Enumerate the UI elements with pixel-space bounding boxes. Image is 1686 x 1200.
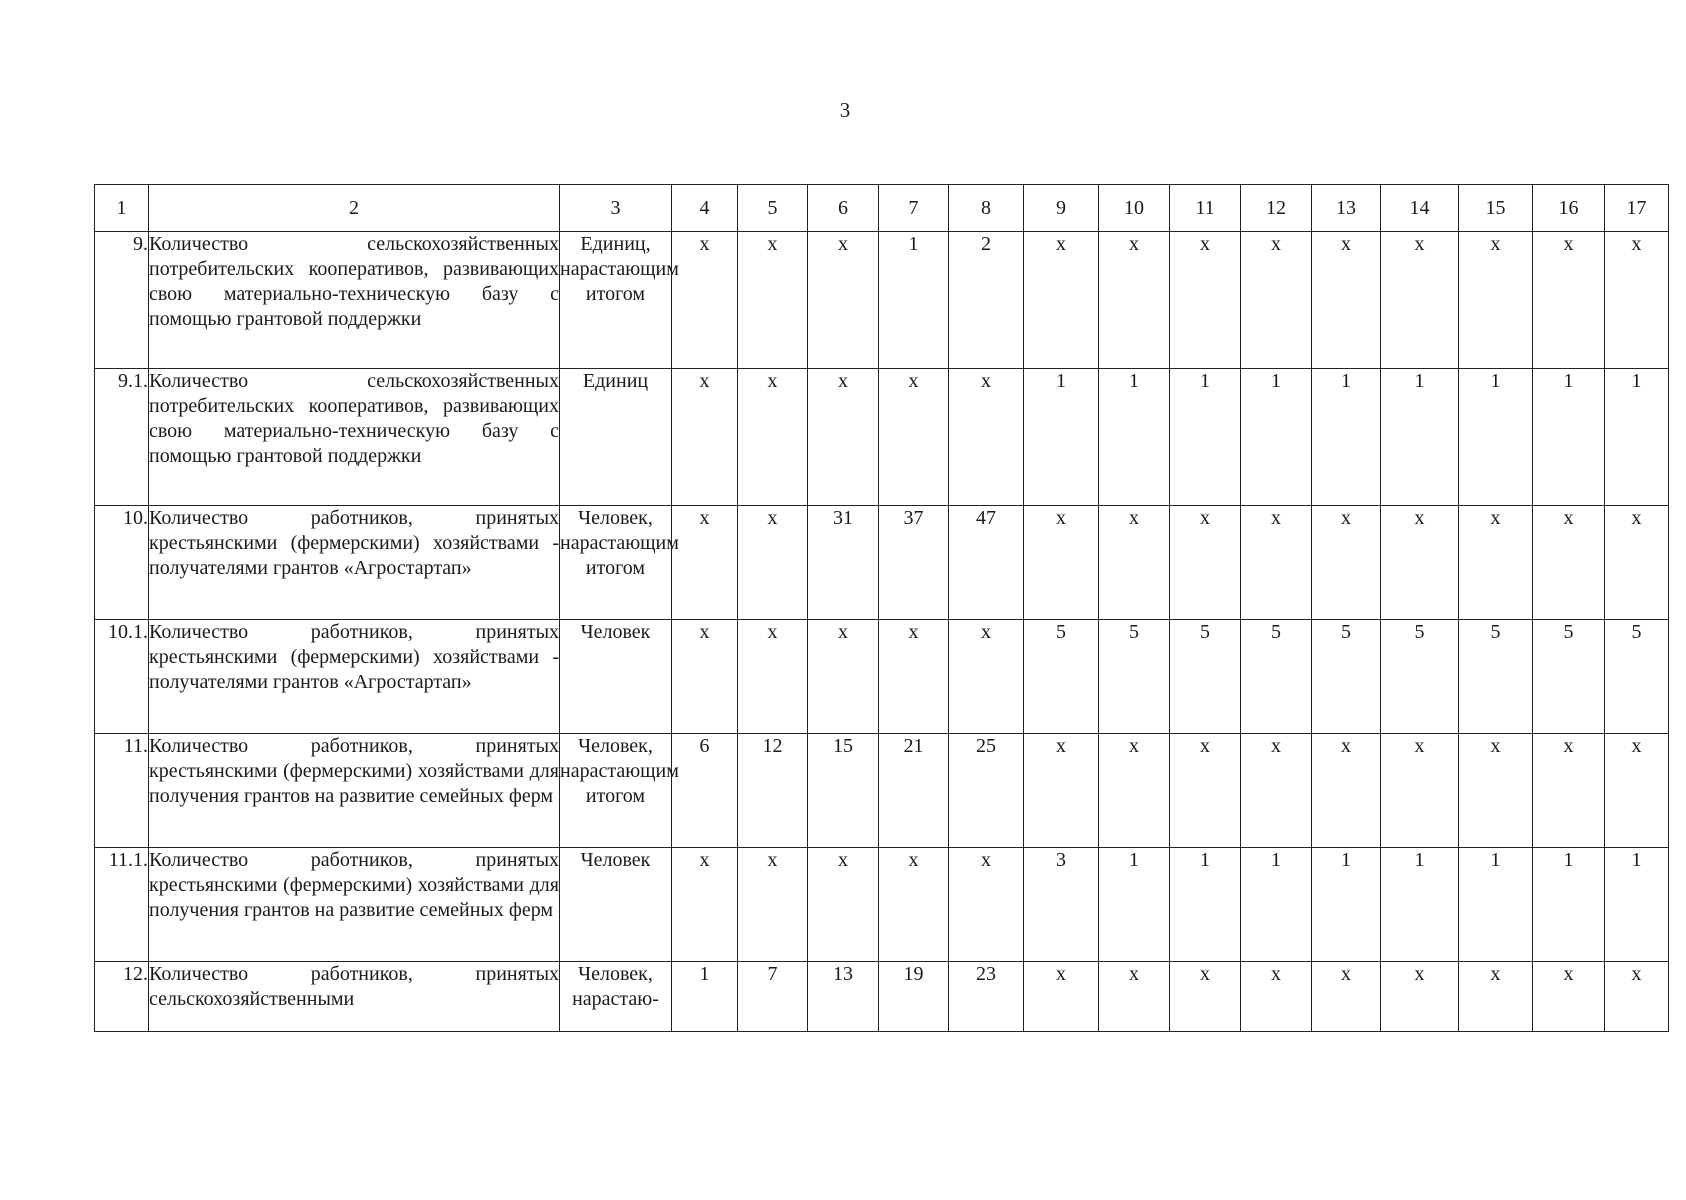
column-header: 15 xyxy=(1459,185,1533,232)
column-header: 8 xyxy=(949,185,1024,232)
unit-of-measure: Человек, нарастающим итогом xyxy=(560,506,672,620)
table-row xyxy=(95,506,1669,620)
value-cell: х xyxy=(808,369,879,506)
value-cell: х xyxy=(1312,232,1381,369)
value-cell: х xyxy=(672,232,738,369)
row-number: 9. xyxy=(95,232,149,369)
value-cell: х xyxy=(1241,506,1312,620)
value-cell: 6 xyxy=(672,734,738,848)
value-cell: 1 xyxy=(1381,369,1459,506)
value-cell: х xyxy=(1605,962,1669,1032)
column-header: 10 xyxy=(1099,185,1170,232)
value-cell: 1 xyxy=(1241,848,1312,962)
value-cell: х xyxy=(1459,232,1533,369)
value-cell: 1 xyxy=(672,962,738,1032)
value-cell: х xyxy=(672,506,738,620)
value-cell: 7 xyxy=(738,962,808,1032)
value-cell: 5 xyxy=(1241,620,1312,734)
value-cell: 12 xyxy=(738,734,808,848)
value-cell: х xyxy=(1099,232,1170,369)
value-cell: х xyxy=(1170,506,1241,620)
value-cell: х xyxy=(1459,962,1533,1032)
table-row xyxy=(95,369,1669,506)
value-cell: х xyxy=(1024,734,1099,848)
value-cell: 1 xyxy=(1024,369,1099,506)
column-header: 5 xyxy=(738,185,808,232)
value-cell: х xyxy=(1459,506,1533,620)
value-cell: 5 xyxy=(1459,620,1533,734)
column-header: 17 xyxy=(1605,185,1669,232)
indicator-name xyxy=(149,232,560,369)
value-cell: х xyxy=(1381,506,1459,620)
value-cell: х xyxy=(1024,232,1099,369)
column-header: 12 xyxy=(1241,185,1312,232)
row-number: 11.1. xyxy=(95,848,149,962)
value-cell: 2 xyxy=(949,232,1024,369)
unit-of-measure: Человек, нарастающим итогом xyxy=(560,734,672,848)
value-cell: х xyxy=(738,506,808,620)
value-cell: 3 xyxy=(1024,848,1099,962)
column-header: 13 xyxy=(1312,185,1381,232)
value-cell: 1 xyxy=(1605,848,1669,962)
column-header: 16 xyxy=(1533,185,1605,232)
value-cell: х xyxy=(1381,232,1459,369)
indicator-name-text: Количество работников, принятых крестьянскими (фермерскими) хозяйствами для получения грантов на развитие семейных ферм xyxy=(149,735,559,807)
value-cell: х xyxy=(1459,734,1533,848)
indicator-name-text: Количество работников, принятых крестьянскими (фермерскими) хозяйствами - получателями грантов «Агростартап» xyxy=(149,507,559,579)
unit-of-measure: Человек xyxy=(560,848,672,962)
column-header: 1 xyxy=(95,185,149,232)
value-cell: 23 xyxy=(949,962,1024,1032)
value-cell: х xyxy=(672,369,738,506)
value-cell: 5 xyxy=(1533,620,1605,734)
unit-of-measure: Человек, нарастаю- xyxy=(560,962,672,1032)
value-cell: 1 xyxy=(1099,848,1170,962)
value-cell: 1 xyxy=(879,232,949,369)
indicator-name xyxy=(149,369,560,506)
value-cell: х xyxy=(1170,734,1241,848)
value-cell: х xyxy=(1533,734,1605,848)
value-cell: х xyxy=(1533,962,1605,1032)
indicator-name-text: Количество работников, принятых сельскохозяйственными xyxy=(149,963,559,1010)
value-cell: х xyxy=(1605,506,1669,620)
value-cell: 21 xyxy=(879,734,949,848)
value-cell: х xyxy=(738,848,808,962)
value-cell: х xyxy=(1241,232,1312,369)
value-cell: х xyxy=(672,848,738,962)
value-cell: х xyxy=(1381,962,1459,1032)
row-number: 11. xyxy=(95,734,149,848)
value-cell: х xyxy=(1312,962,1381,1032)
row-number: 10.1. xyxy=(95,620,149,734)
unit-of-measure: Человек xyxy=(560,620,672,734)
value-cell: 15 xyxy=(808,734,879,848)
value-cell: х xyxy=(1024,506,1099,620)
indicator-name xyxy=(149,734,560,848)
value-cell: х xyxy=(1312,734,1381,848)
value-cell: х xyxy=(1605,734,1669,848)
value-cell: х xyxy=(1099,506,1170,620)
value-cell: х xyxy=(1024,962,1099,1032)
value-cell: х xyxy=(1170,962,1241,1032)
value-cell: х xyxy=(949,369,1024,506)
value-cell: 1 xyxy=(1312,369,1381,506)
column-header: 7 xyxy=(879,185,949,232)
column-header: 2 xyxy=(149,185,560,232)
value-cell: 5 xyxy=(1605,620,1669,734)
column-header: 9 xyxy=(1024,185,1099,232)
value-cell: х xyxy=(879,848,949,962)
value-cell: 1 xyxy=(1459,848,1533,962)
value-cell: х xyxy=(879,620,949,734)
table-header-row xyxy=(95,185,1669,232)
row-number: 10. xyxy=(95,506,149,620)
value-cell: 1 xyxy=(1459,369,1533,506)
value-cell: 19 xyxy=(879,962,949,1032)
indicator-name-text: Количество работников, принятых крестьянскими (фермерскими) хозяйствами для получения грантов на развитие семейных ферм xyxy=(149,849,559,921)
value-cell: х xyxy=(1099,962,1170,1032)
table-row xyxy=(95,962,1669,1032)
value-cell: 5 xyxy=(1312,620,1381,734)
value-cell: 13 xyxy=(808,962,879,1032)
unit-of-measure: Единиц xyxy=(560,369,672,506)
value-cell: х xyxy=(1170,232,1241,369)
value-cell: х xyxy=(738,620,808,734)
value-cell: х xyxy=(949,848,1024,962)
indicator-name-text: Количество работников, принятых крестьянскими (фермерскими) хозяйствами - получателями грантов «Агростартап» xyxy=(149,621,559,693)
value-cell: х xyxy=(1241,734,1312,848)
table-row xyxy=(95,232,1669,369)
column-header: 11 xyxy=(1170,185,1241,232)
row-number: 12. xyxy=(95,962,149,1032)
indicator-name-text: Количество сельскохозяйственных потребительских кооперативов, развивающих свою материально-техническую базу с помощью грантовой поддержки xyxy=(149,233,559,330)
value-cell: 1 xyxy=(1170,369,1241,506)
value-cell: х xyxy=(738,369,808,506)
value-cell: х xyxy=(1381,734,1459,848)
value-cell: х xyxy=(738,232,808,369)
value-cell: 1 xyxy=(1312,848,1381,962)
value-cell: х xyxy=(808,848,879,962)
table-row xyxy=(95,734,1669,848)
value-cell: 25 xyxy=(949,734,1024,848)
value-cell: х xyxy=(949,620,1024,734)
indicator-name xyxy=(149,962,560,1032)
indicator-name xyxy=(149,848,560,962)
indicator-name-text: Количество сельскохозяйственных потребительских кооперативов, развивающих свою материально-техническую базу с помощью грантовой поддержки xyxy=(149,370,559,467)
value-cell: 1 xyxy=(1170,848,1241,962)
value-cell: 47 xyxy=(949,506,1024,620)
value-cell: 5 xyxy=(1099,620,1170,734)
indicator-name xyxy=(149,506,560,620)
column-header: 14 xyxy=(1381,185,1459,232)
value-cell: 1 xyxy=(1099,369,1170,506)
value-cell: х xyxy=(672,620,738,734)
value-cell: 31 xyxy=(808,506,879,620)
row-number: 9.1. xyxy=(95,369,149,506)
value-cell: х xyxy=(1241,962,1312,1032)
value-cell: х xyxy=(1312,506,1381,620)
table-row xyxy=(95,620,1669,734)
column-header: 3 xyxy=(560,185,672,232)
value-cell: 5 xyxy=(1170,620,1241,734)
page-number: 3 xyxy=(839,98,851,122)
indicator-name xyxy=(149,620,560,734)
unit-of-measure: Единиц, нарастающим итогом xyxy=(560,232,672,369)
value-cell: 5 xyxy=(1381,620,1459,734)
value-cell: 1 xyxy=(1533,369,1605,506)
value-cell: х xyxy=(808,232,879,369)
table-row xyxy=(95,848,1669,962)
value-cell: 1 xyxy=(1605,369,1669,506)
value-cell: 1 xyxy=(1381,848,1459,962)
value-cell: х xyxy=(1605,232,1669,369)
column-header: 4 xyxy=(672,185,738,232)
value-cell: 37 xyxy=(879,506,949,620)
value-cell: х xyxy=(808,620,879,734)
column-header: 6 xyxy=(808,185,879,232)
value-cell: 5 xyxy=(1024,620,1099,734)
value-cell: 1 xyxy=(1533,848,1605,962)
value-cell: х xyxy=(1533,232,1605,369)
indicator-table xyxy=(94,184,1669,1032)
value-cell: 1 xyxy=(1241,369,1312,506)
value-cell: х xyxy=(879,369,949,506)
value-cell: х xyxy=(1533,506,1605,620)
value-cell: х xyxy=(1099,734,1170,848)
